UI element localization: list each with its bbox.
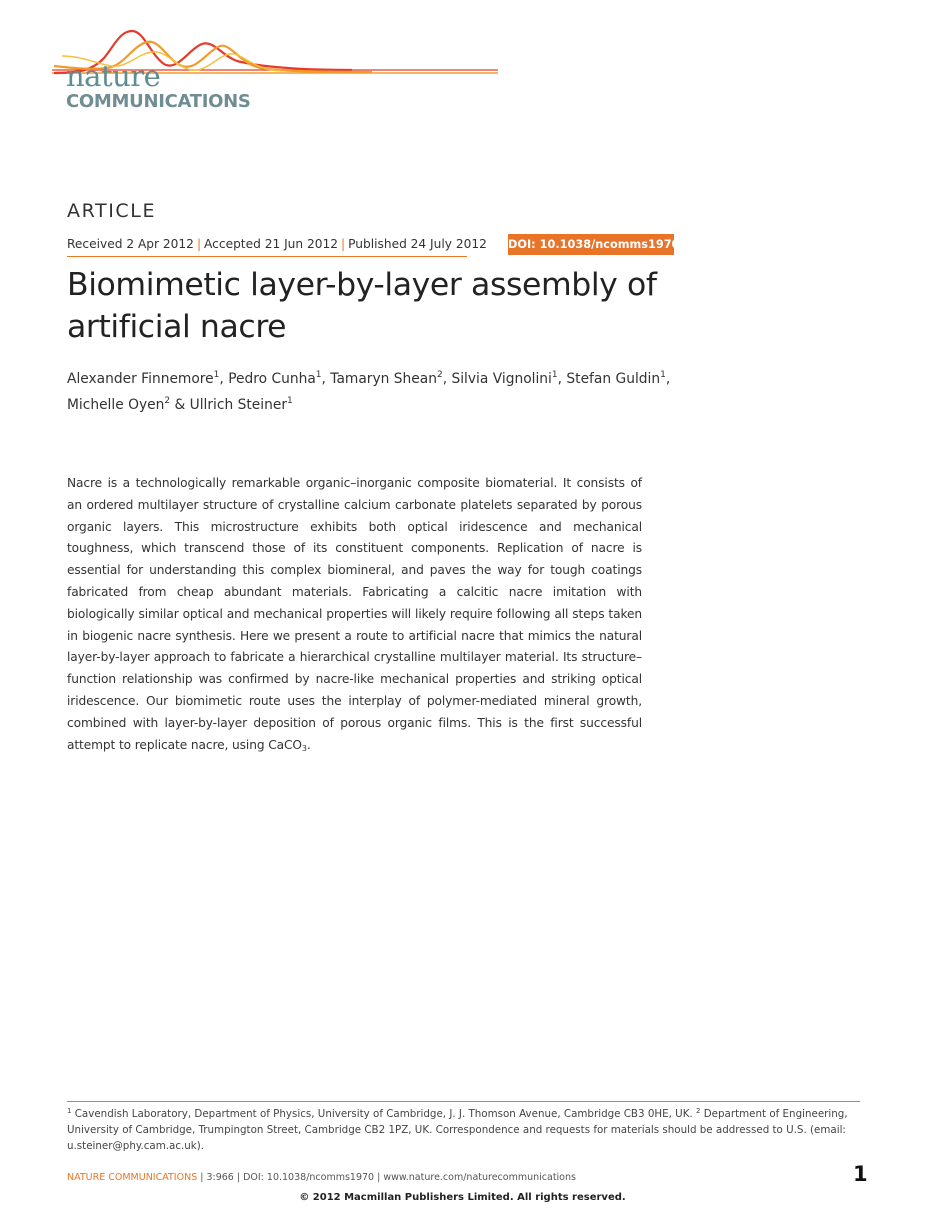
author-affiliation-mark: 2 [164, 396, 171, 406]
logo-nature-text: nature [66, 59, 161, 93]
author-list [67, 366, 707, 418]
accepted-date: Accepted 21 Jun 2012 [204, 237, 339, 251]
published-date: Published 24 July 2012 [348, 237, 487, 251]
author-affiliation-mark: 1 [660, 370, 666, 380]
citation-details[interactable]: | 3:966 | DOI: 10.1038/ncomms1970 | www.nature.com/naturecommunications [197, 1172, 576, 1183]
journal-citation-line [67, 1172, 576, 1183]
affiliation-1: Cavendish Laboratory, Department of Physics, University of Cambridge, J. J. Thomson Avenue, Cambridge CB3 0HE, UK. [71, 1108, 697, 1120]
copyright-notice: © 2012 Macmillan Publishers Limited. All rights reserved. [299, 1192, 626, 1203]
doi-badge[interactable]: DOI: 10.1038/ncomms1970 [508, 234, 674, 255]
abstract-subscript: 3 [301, 743, 307, 753]
author-name: Silvia Vignolini [451, 371, 552, 387]
journal-name: NATURE COMMUNICATIONS [67, 1172, 198, 1183]
date-separator: | [341, 237, 346, 251]
author-affiliation-mark: 1 [287, 396, 293, 406]
dates-divider [67, 256, 467, 257]
footnote-divider [67, 1101, 860, 1102]
author-affiliation-mark: 1 [551, 370, 558, 380]
affiliations-footnote [67, 1106, 862, 1154]
author-affiliation-mark: 2 [436, 370, 443, 380]
received-date: Received 2 Apr 2012 [67, 237, 194, 251]
article-title: Biomimetic layer-by-layer assembly of artificial nacre [67, 267, 657, 345]
abstract [67, 473, 642, 756]
author-name: Ullrich Steiner [189, 397, 288, 413]
author-name: Pedro Cunha [228, 371, 316, 387]
author-name: Tamaryn Shean [330, 371, 437, 387]
affiliation-mark-2: 2 [696, 1107, 701, 1115]
author-affiliation-mark: 1 [315, 370, 322, 380]
date-separator: | [196, 237, 202, 251]
abstract-end: . [306, 737, 311, 752]
article-type-label: ARTICLE [67, 200, 157, 222]
affiliation-2: Department of Engineering, University of Cambridge, Trumpington Street, Cambridge CB2 1PZ, UK. Correspondence and requests for materials should be addressed to U.S. (email: u.steiner@phy.cam.ac.uk). [67, 1108, 848, 1152]
author-name: Stefan Guldin [566, 371, 661, 387]
author-name: Michelle Oyen [67, 397, 165, 413]
publication-dates [67, 237, 487, 251]
page-number: 1 [853, 1162, 868, 1186]
affiliation-mark-1: 1 [67, 1107, 72, 1115]
author-name: Alexander Finnemore [67, 371, 214, 387]
logo-communications-text: COMMUNICATIONS [66, 91, 251, 112]
abstract-text: Nacre is a technologically remarkable organic–inorganic composite biomaterial. It consists of an ordered multilayer structure of crystalline calcium carbonate platelets separated by porous organic layers. This microstructure exhibits both optical iridescence and mechanical toughness, which transcend those of its constituent components. Replication of nacre is essential for understanding this complex biomineral, and paves the way for tough coatings fabricated from cheap abundant materials. Fabricating a calcitic nacre imitation with biologically similar optical and mechanical properties will likely require following all steps taken in biogenic nacre synthesis. Here we present a route to artificial nacre that mimics the natural layer-by-layer approach to fabricate a hierarchical crystalline multilayer material. Its structure–function relationship was confirmed by nacre-like mechanical properties and striking optical iridescence. Our biomimetic route uses the interplay of polymer-mediated mineral growth, combined with layer-by-layer deposition of porous organic films. This is the first successful attempt to replicate nacre, using CaCO [67, 476, 642, 752]
author-separator: , [321, 371, 331, 387]
author-separator: , [442, 371, 452, 387]
author-affiliation-mark: 1 [213, 370, 220, 380]
author-separator: , [557, 371, 567, 387]
author-separator: , [219, 371, 229, 387]
author-separator: , [665, 371, 671, 387]
author-separator: & [170, 397, 190, 413]
